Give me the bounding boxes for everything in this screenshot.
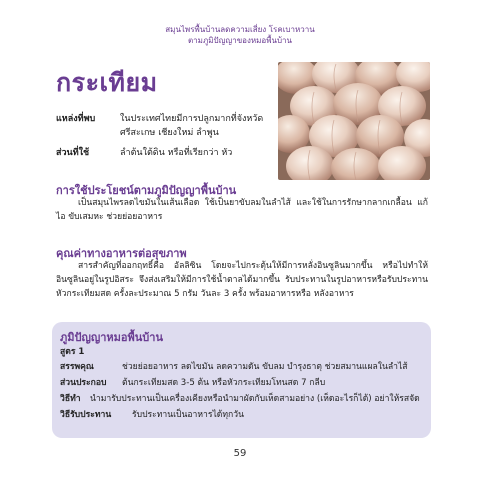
info-source-label: แหล่งที่พบ <box>56 114 96 124</box>
wisdom-usage <box>60 409 244 421</box>
wisdom-formula <box>60 346 84 358</box>
properties-value: ช่วยย่อยอาหาร ลดไขมัน ลดความดัน ขับลม บำรุงธาตุ ช่วยสมานแผลในลำไส้ <box>122 362 408 372</box>
wisdom-title: ภูมิปัญญาหมอพื้นบ้าน <box>60 331 163 344</box>
garlic-photo <box>278 62 430 180</box>
wisdom-properties <box>60 361 408 373</box>
header-line-2: ตามภูมิปัญญาของหมอพื้นบ้าน <box>187 36 293 45</box>
properties-label: สรรพคุณ <box>60 362 94 372</box>
page-header <box>0 24 480 46</box>
nutrition-title: คุณค่าทางอาหารต่อสุขภาพ <box>56 247 187 260</box>
header-line-1: สมุนไพรพื้นบ้านลดความเสี่ยง โรคเบาหวาน <box>165 25 315 34</box>
method-label: วิธีทำ <box>60 394 81 404</box>
wisdom-method <box>60 393 420 405</box>
usage-value: รับประทานเป็นอาหารได้ทุกวัน <box>132 410 244 420</box>
info-part-label: ส่วนที่ใช้ <box>56 148 90 158</box>
info-source-value: ในประเทศไทยมีการปลูกมากที่จังหวัด ศรีสะเกษ เชียงใหม่ ลำพูน <box>120 114 264 138</box>
nutrition-text: สารสำคัญที่ออกฤทธิ์คือ อัลลิซิน โดยจะไปกระตุ้นให้มีการหลั่งอินซูลินมากขึ้น หรือไปทำให้อินซูลินอยู่ในรูปอิสระ จึงส่งเสริมให้มีการใช้น้ำตาลได้มากขึ้น รับประทานในรูปอาหารหรือรับประทานหัวกระเทียมสด ครั้งละประมาณ 5 กรัม วันละ 3 ครั้ง พร้อมอาหารหรือ หลังอาหาร <box>56 261 428 299</box>
ingredients-label: ส่วนประกอบ <box>60 378 107 388</box>
page-number: 59 <box>233 448 247 459</box>
page-title: กระเทียม <box>56 68 158 97</box>
usage-text: เป็นสมุนไพรลดไขมันในเส้นเลือด ใช้เป็นยาขับลมในลำไส้ และใช้ในการรักษากลากเกลื้อน แก้ไอ ขับเสมหะ ช่วยย่อยอาหาร <box>56 198 428 222</box>
usage-title: การใช้ประโยชน์ตามภูมิปัญญาพื้นบ้าน <box>56 184 237 197</box>
method-value: นำมารับประทานเป็นเครื่องเคียงหรือนำมาผัดกับเห็ดสามอย่าง (เห็ดอะไรก็ได้) อย่าให้รสจัด <box>90 394 420 404</box>
wisdom-ingredients <box>60 377 326 389</box>
usage-label: วิธีรับประทาน <box>60 410 112 420</box>
ingredients-value: ต้นกระเทียมสด 3-5 ต้น หรือหัวกระเทียมโทนสด 7 กลีบ <box>122 378 326 388</box>
formula-label: สูตร 1 <box>60 347 85 357</box>
info-part-value: ลำต้นใต้ดิน หรือที่เรียกว่า หัว <box>120 148 233 158</box>
